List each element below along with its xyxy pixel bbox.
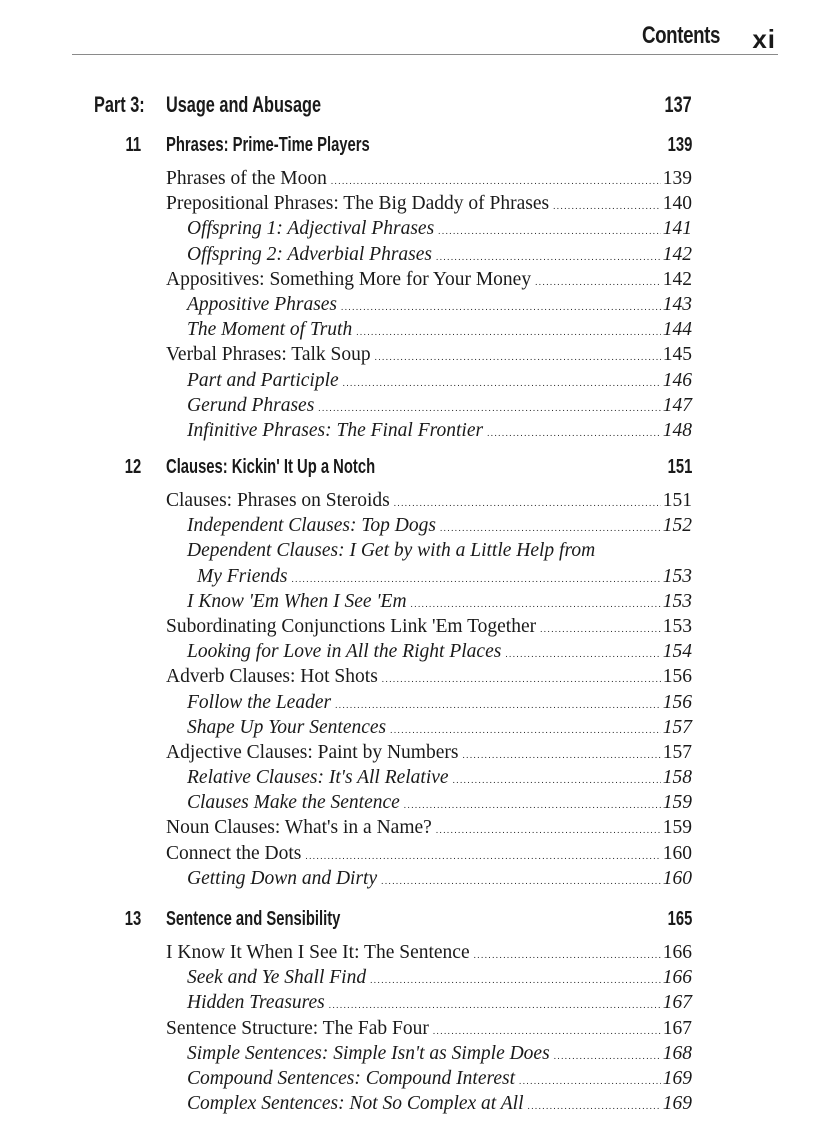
entry-page: 140	[662, 193, 692, 215]
toc-subentry-continuation[interactable]	[166, 564, 692, 589]
toc-entry[interactable]	[166, 940, 692, 965]
dot-leader	[318, 393, 660, 421]
dot-leader	[553, 191, 661, 219]
chapter-page: 139	[667, 134, 692, 156]
toc-entry[interactable]	[166, 166, 692, 191]
chapter-title: Phrases: Prime-Time Players	[166, 134, 370, 156]
entry-page: 147	[662, 394, 692, 416]
toc-subentry[interactable]	[166, 639, 692, 664]
toc-entry[interactable]	[166, 1016, 692, 1041]
entry-title: Dependent Clauses: I Get by with a Little Help from	[187, 540, 596, 562]
entry-title: Compound Sentences: Compound Interest	[187, 1067, 516, 1089]
chapter-page: 165	[667, 908, 692, 930]
chapter-13	[94, 908, 692, 1116]
entry-title: Complex Sentences: Not So Complex at All	[187, 1093, 524, 1115]
dot-leader	[341, 292, 661, 320]
dot-leader	[554, 1041, 661, 1069]
dot-leader	[381, 866, 661, 894]
chapter-12	[94, 456, 692, 891]
toc-subentry[interactable]	[166, 866, 692, 891]
toc-subentry[interactable]	[166, 589, 692, 614]
toc-entry[interactable]	[166, 815, 692, 840]
chapter-number: 12	[124, 456, 141, 478]
toc-subentry[interactable]	[166, 690, 692, 715]
entry-title: Infinitive Phrases: The Final Frontier	[187, 419, 484, 441]
entry-page: 166	[662, 942, 692, 963]
dot-leader	[433, 1016, 661, 1044]
dot-leader	[438, 216, 661, 244]
entry-page: 158	[662, 767, 692, 789]
entry-page: 145	[662, 344, 692, 366]
toc-entries	[166, 488, 692, 891]
entry-page: 160	[662, 842, 692, 864]
dot-leader	[394, 488, 661, 516]
toc-subentry[interactable]	[166, 513, 692, 538]
toc-subentry[interactable]	[166, 216, 692, 241]
toc-entry[interactable]	[166, 664, 692, 689]
dot-leader	[390, 715, 661, 743]
chapter-number: 13	[124, 908, 141, 930]
entry-page: 157	[662, 741, 692, 763]
entry-title: Shape Up Your Sentences	[187, 716, 387, 738]
entry-title: Relative Clauses: It's All Relative	[187, 767, 449, 789]
dot-leader	[382, 664, 661, 692]
entry-page: 168	[662, 1042, 692, 1064]
entry-title: Getting Down and Dirty	[187, 867, 378, 889]
toc-entry[interactable]	[166, 841, 692, 866]
entry-title: Follow the Leader	[187, 691, 332, 713]
entry-page: 159	[662, 792, 692, 814]
entry-page: 152	[662, 515, 692, 537]
toc-subentry[interactable]	[166, 538, 692, 563]
dot-leader	[305, 841, 660, 869]
toc-subentry[interactable]	[166, 990, 692, 1015]
toc-entry[interactable]	[166, 488, 692, 513]
entry-title: Verbal Phrases: Talk Soup	[166, 344, 371, 366]
entry-page: 141	[662, 218, 692, 240]
dot-leader	[440, 513, 661, 541]
dot-leader	[519, 1066, 661, 1094]
entry-title: Adjective Clauses: Paint by Numbers	[166, 741, 459, 763]
entry-page: 157	[662, 716, 692, 738]
entry-title: Offspring 1: Adjectival Phrases	[187, 218, 435, 240]
running-head-title: Contents	[642, 22, 720, 49]
part-title: Usage and Abusage	[166, 92, 322, 117]
entry-page: 167	[662, 1017, 692, 1039]
chapter-title: Clauses: Kickin' It Up a Notch	[166, 456, 376, 478]
entry-title: I Know 'Em When I See 'Em	[187, 590, 407, 612]
entry-title: The Moment of Truth	[187, 319, 353, 341]
toc-subentry[interactable]	[166, 242, 692, 267]
toc-subentry[interactable]	[166, 393, 692, 418]
entry-title: Part and Participle	[187, 369, 339, 391]
dot-leader	[505, 639, 660, 667]
entry-title: Gerund Phrases	[187, 394, 315, 416]
entry-title: Appositives: Something More for Your Money	[166, 268, 532, 290]
entry-page: 153	[662, 615, 692, 637]
entry-page: 148	[662, 419, 692, 441]
toc-subentry[interactable]	[166, 418, 692, 443]
entry-title: Subordinating Conjunctions Link 'Em Together	[166, 615, 537, 637]
entry-title: Simple Sentences: Simple Isn't as Simple Does	[187, 1042, 550, 1064]
entry-page: 154	[662, 641, 692, 663]
dot-leader	[375, 342, 661, 370]
chapter-heading[interactable]	[94, 456, 692, 484]
part-page: 137	[664, 92, 692, 117]
entry-page: 139	[662, 168, 692, 189]
entry-page: 169	[662, 1067, 692, 1089]
toc-subentry[interactable]	[166, 317, 692, 342]
dot-leader	[329, 990, 661, 1018]
dot-leader	[487, 418, 661, 446]
entry-title: Connect the Dots	[166, 842, 302, 864]
dot-leader	[474, 940, 661, 968]
toc-subentry[interactable]	[166, 1066, 692, 1091]
dot-leader	[540, 614, 661, 642]
entry-page: 144	[662, 319, 692, 341]
entry-title: Looking for Love in All the Right Places	[187, 641, 502, 663]
entry-page: 142	[662, 268, 692, 290]
dot-leader	[331, 166, 661, 194]
dot-leader	[528, 1091, 661, 1119]
entry-title: Seek and Ye Shall Find	[187, 967, 367, 989]
toc-subentry[interactable]	[166, 368, 692, 393]
toc-entries	[166, 166, 692, 443]
toc-subentry[interactable]	[166, 790, 692, 815]
toc-entry[interactable]	[166, 267, 692, 292]
entry-title: Prepositional Phrases: The Big Daddy of Phrases	[166, 193, 550, 215]
dot-leader	[462, 740, 660, 768]
entry-page: 156	[662, 666, 692, 688]
chapter-11	[94, 134, 692, 443]
entry-title: I Know It When I See It: The Sentence	[166, 942, 470, 963]
entry-title: Sentence Structure: The Fab Four	[166, 1017, 429, 1039]
toc-subentry[interactable]	[166, 292, 692, 317]
toc-entries	[166, 940, 692, 1116]
entry-page: 169	[662, 1093, 692, 1115]
entry-page: 166	[662, 967, 692, 989]
toc-entry[interactable]	[166, 191, 692, 216]
entry-title: Independent Clauses: Top Dogs	[187, 515, 436, 537]
dot-leader	[411, 589, 661, 617]
chapter-title: Sentence and Sensibility	[166, 908, 341, 930]
toc-entry[interactable]	[166, 614, 692, 639]
toc-subentry[interactable]	[166, 765, 692, 790]
entry-page: 153	[662, 590, 692, 612]
running-head-page-number: xi	[752, 24, 776, 54]
entry-title: Offspring 2: Adverbial Phrases	[187, 243, 433, 265]
running-head	[72, 22, 778, 55]
dot-leader	[356, 317, 661, 345]
dot-leader	[436, 242, 661, 270]
entry-title: Clauses: Phrases on Steroids	[166, 490, 390, 511]
chapter-heading[interactable]	[94, 134, 692, 162]
part-label: Part 3:	[94, 92, 145, 117]
entry-title: Phrases of the Moon	[166, 168, 327, 189]
dot-leader	[535, 267, 661, 295]
part-heading[interactable]	[94, 90, 692, 120]
dot-leader	[343, 368, 661, 396]
chapter-heading[interactable]	[94, 908, 692, 936]
chapter-page: 151	[667, 456, 692, 478]
entry-page: 153	[662, 565, 692, 587]
entry-title: My Friends	[197, 565, 288, 587]
toc-subentry[interactable]	[166, 965, 692, 990]
dot-leader	[370, 965, 661, 993]
dot-leader	[335, 690, 661, 718]
entry-page: 160	[662, 867, 692, 889]
dot-leader	[436, 815, 661, 843]
entry-page: 142	[662, 243, 692, 265]
entry-page: 167	[662, 992, 692, 1014]
toc-entry[interactable]	[166, 342, 692, 367]
toc-subentry[interactable]	[166, 1041, 692, 1066]
chapter-number: 11	[125, 134, 141, 156]
entry-page: 143	[662, 293, 692, 315]
toc-entry[interactable]	[166, 740, 692, 765]
entry-title: Clauses Make the Sentence	[187, 792, 400, 814]
entry-page: 151	[662, 490, 692, 511]
dot-leader	[404, 790, 661, 818]
entry-title: Hidden Treasures	[187, 992, 325, 1014]
entry-title: Appositive Phrases	[187, 293, 338, 315]
entry-title: Noun Clauses: What's in a Name?	[166, 817, 432, 839]
entry-page: 146	[662, 369, 692, 391]
dot-leader	[291, 564, 660, 592]
dot-leader	[453, 765, 661, 793]
entry-page: 156	[662, 691, 692, 713]
entry-page: 159	[662, 817, 692, 839]
toc-subentry[interactable]	[166, 715, 692, 740]
entry-title: Adverb Clauses: Hot Shots	[166, 666, 378, 688]
toc-subentry[interactable]	[166, 1091, 692, 1116]
